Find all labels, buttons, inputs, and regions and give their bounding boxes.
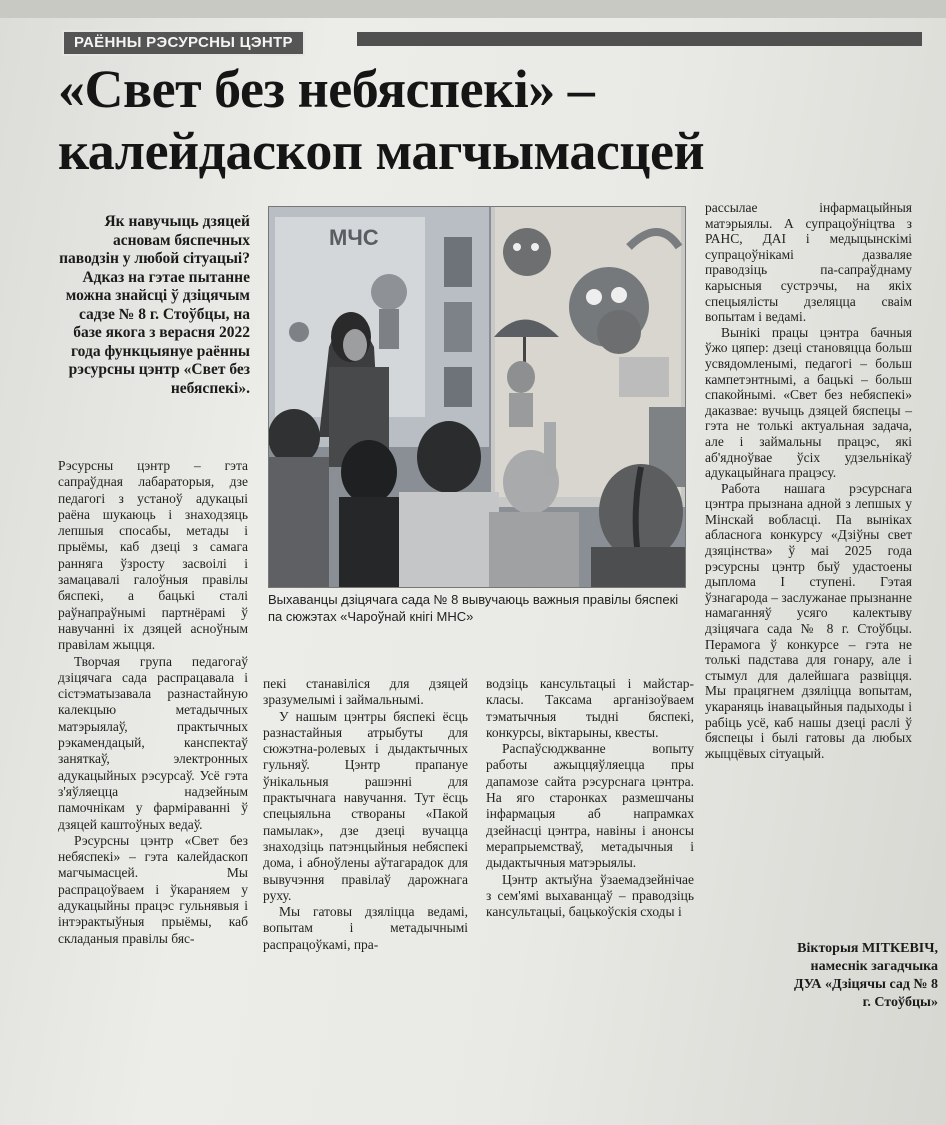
col4-para-1: рассылае інфармацыйныя матэрыялы. А супрацоўніцтва з РАНС, ДАІ і медыцынскімі супрацоўнікамі дазваляе праводзіць па-сапраўднаму карысныя сустрэчы, на якіх спецыялісты дзеляцца сваім вопытам і ведамі. [705, 200, 912, 325]
col1-para-3: Рэсурсны цэнтр «Свет без небяспекі» – гэта калейдаскоп магчымасцей. Мы распрацоўваем і ўкараняем у адукацыйны працэс гульнявыя і інтэрактыўныя прыёмы, каб складаныя правілы бяс- [58, 832, 248, 946]
author-position: намеснік загадчыка [810, 959, 938, 974]
rubric-rule [357, 32, 922, 46]
previous-page-strip [0, 0, 946, 18]
article-headline [58, 58, 918, 182]
col4-para-3: Работа нашага рэсурснага цэнтра прызнана адной з лепшых у Мінскай вобласці. Па выніках абласнога конкурсу «Дзіўны свет дзяцінства» ў маі 2025 года рэсурсны цэнтр быў удастоены дыплома I ступені. Гэтая ўзнагарода – заслужанае прызнанне намаганняў усяго калектыву дзіцячага сада № 8 г. Стоўбцы. Перамога ў конкурсе – гэта не толькі падстава для гонару, але і стымул для далейшага развіцця. Мы працягнем дзяліцца вопытам, укараняць інавацыйныя падыходы і рабіць усё, каб нашы дзеці раслі ў бяспецы і былі гатовы да любых жыццёвых сітуацый. [705, 480, 912, 761]
col1-para-2: Творчая група педагогаў дзіцячага сада распрацавала і сістэматызавала разнастайную калекцыю метадычных матэрыялаў, практычных рэкамендацый, канспектаў заняткаў, электронных адукацыйных рэсурсаў. Усё гэта з'яўляецца надзейным памочнікам у фарміраванні ў дзяцей каштоўных ведаў. [58, 653, 248, 832]
author-name: Вікторыя МІТКЕВІЧ, [797, 941, 938, 956]
author-town: г. Стоўбцы» [862, 995, 938, 1010]
col2-para-3: Мы гатовы дзяліцца ведамі, вопытам і метадычнымі распрацоўкамі, пра- [263, 904, 468, 952]
poster-sign-text: МЧС [329, 225, 379, 250]
column-4 [705, 200, 912, 761]
column-2 [263, 676, 468, 953]
col3-para-2: Распаўсюджванне вопыту работы ажыццяўляецца пры дапамозе сайта рэсурснага цэнтра. На яго старонках размешчаны інфармацыя аб напрамках дзейнасці цэнтра, навіны і анонсы мерапрыемстваў, метадычныя і дыдактычныя матэрыялы. [486, 741, 694, 871]
rubric-label: РАЁННЫ РЭСУРСНЫ ЦЭНТР [62, 30, 305, 56]
col3-para-3: Цэнтр актыўна ўзаемадзейнічае з сем'ямі выхаванцаў – праводзіць кансультацыі, бацькоўскія сходы і [486, 871, 694, 920]
column-3 [486, 676, 694, 920]
rubric-bar [52, 30, 932, 52]
col3-para-1: водзіць кансультацыі і майстар-класы. Таксама арганізоўваем тэматычныя тыдні бяспекі, конкурсы, віктарыны, квесты. [486, 676, 694, 740]
article-lead: Як навучыць дзяцей асновам бяспечных паводзін у любой сітуацыі? Адказ на гэтае пытанне можна знайсці ў дзіцячым садзе № 8 г. Стоўбцы, на базе якога з верасня 2022 года функцыянуе раённы рэсурсны цэнтр «Свет без небяспекі». [59, 213, 250, 397]
col2-para-1: пекі станавіліся для дзяцей зразумелымі і займальнымі. [263, 676, 468, 708]
column-1 [58, 458, 248, 947]
photo-caption: Выхаванцы дзіцячага сада № 8 вывучаюць важныя правілы бяспекі па сюжэтах «Чароўнай кнігі МНС» [268, 592, 679, 624]
author-organization: ДУА «Дзіцячы сад № 8 [793, 977, 938, 992]
headline-line-2: калейдаскоп магчымасцей [58, 121, 705, 181]
article-photo [268, 206, 686, 588]
col1-para-1: Рэсурсны цэнтр – гэта сапраўдная лабараторыя, дзе педагогі з устаноў адукацыі раёна шукаюць і знаходзяць лепшыя спосабы, метады і прыёмы, каб дзеці з самага ранняга ўзросту засвоілі і замацавалі галоўныя правілы бяспекі, а бацькі сталі раўнапраўнымі партнёрамі ў навучанні іх дзяцей асноўным правілам жыцця. [58, 458, 248, 653]
col2-para-2: У нашым цэнтры бяспекі ёсць разнастайныя атрыбуты для сюжэтна-ролевых і дыдактычных гульняў. Цэнтр прапануе ўнікальныя рашэнні для практычнага навучання. Тут ёсць спецыяльна створаны «Пакой памылак», дзе дзеці вучацца знаходзіць патэнцыйныя небяспекі дома, і абноўлены аўтагарадок для вывучэння правілаў дарожнага руху. [263, 708, 468, 903]
author-signature [700, 940, 938, 1012]
headline-line-1: «Свет без небяспекі» – [58, 59, 595, 119]
photo-illustration [269, 207, 685, 587]
col4-para-2: Вынікі працы цэнтра бачныя ўжо цяпер: дзеці становяцца больш усвядомленымі, педагогі – больш кампетэнтнымі, а бацькі – больш спакойнымі. «Свет без небяспекі» даказвае: вучыць дзяцей бяспецы – гэта не толькі актуальная задача, але і займальны працэс, які аб'ядноўвае ўсіх удзельнікаў адукацыйнага працэсу. [705, 324, 912, 481]
